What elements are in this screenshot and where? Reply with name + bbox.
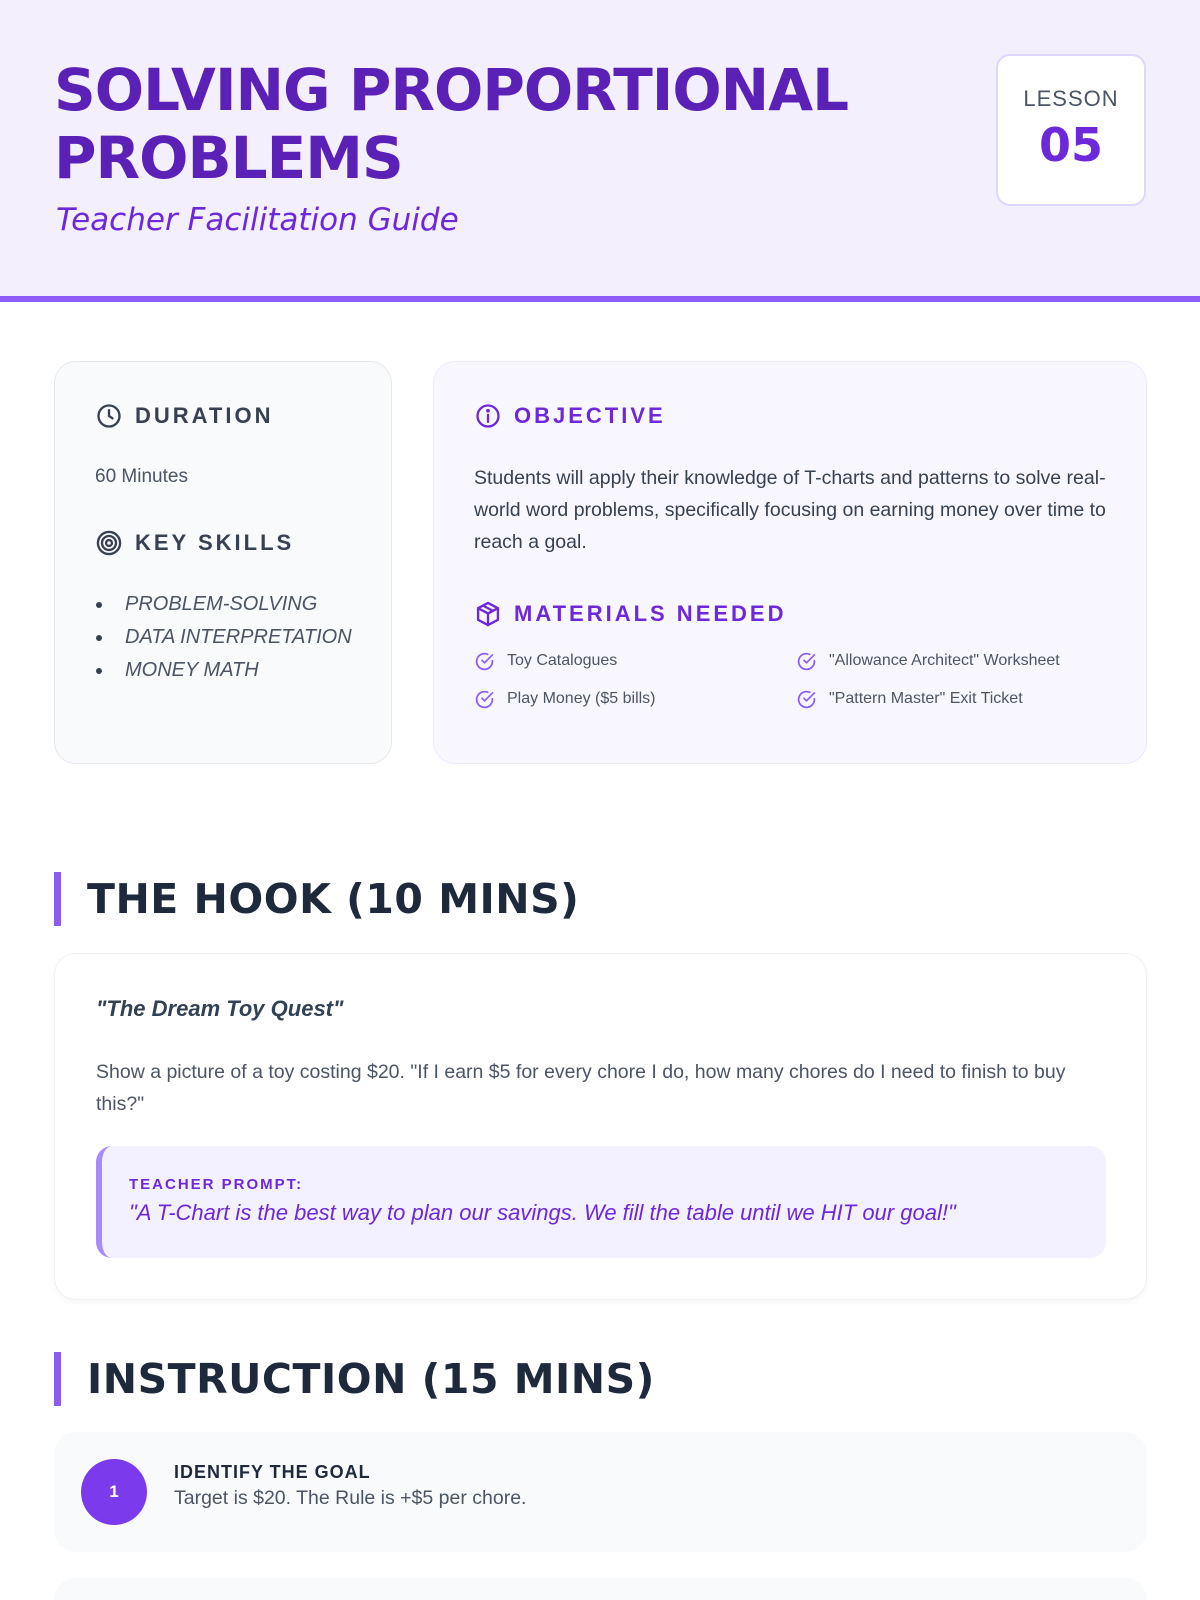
teacher-prompt-box — [96, 1146, 1106, 1258]
hook-card — [54, 953, 1147, 1300]
teacher-prompt-label: TEACHER PROMPT: — [129, 1176, 304, 1193]
check-circle-icon — [796, 651, 817, 672]
skill-item: PROBLEM-SOLVING — [95, 588, 352, 621]
lesson-header — [0, 0, 1200, 302]
skills-list — [95, 588, 352, 687]
skill-item: DATA INTERPRETATION — [95, 621, 352, 654]
material-item — [474, 688, 796, 710]
step-number-badge: 1 — [81, 1459, 147, 1525]
instruction-step — [54, 1432, 1147, 1552]
instruction-section-title: INSTRUCTION (15 MINS) — [54, 1352, 655, 1406]
check-circle-icon — [474, 651, 495, 672]
hook-title: "The Dream Toy Quest" — [96, 996, 344, 1021]
check-circle-icon — [796, 689, 817, 710]
skills-heading-label: KEY SKILLS — [135, 530, 295, 555]
materials-heading — [474, 600, 787, 628]
target-icon — [95, 529, 123, 557]
teacher-prompt-text: "A T-Chart is the best way to plan our savings. We fill the table until we HIT our goal!" — [129, 1200, 956, 1225]
lesson-badge — [996, 54, 1146, 206]
lesson-title: SOLVING PROPORTIONAL PROBLEMS — [54, 56, 849, 192]
hook-section-title: THE HOOK (10 MINS) — [54, 872, 579, 926]
duration-value: 60 Minutes — [95, 466, 188, 487]
step-text: Target is $20. The Rule is +$5 per chore. — [174, 1487, 527, 1509]
check-circle-icon — [474, 689, 495, 710]
material-label: Play Money ($5 bills) — [507, 690, 656, 707]
material-item — [474, 650, 796, 672]
clock-icon — [95, 402, 123, 430]
materials-heading-label: MATERIALS NEEDED — [514, 601, 787, 626]
duration-heading — [95, 402, 273, 430]
objective-heading-label: OBJECTIVE — [514, 403, 666, 428]
info-icon — [474, 402, 502, 430]
objective-heading — [474, 402, 666, 430]
material-label: "Allowance Architect" Worksheet — [829, 652, 1060, 669]
materials-list — [474, 650, 1114, 710]
instruction-step-partial — [54, 1578, 1147, 1600]
duration-skills-card — [54, 361, 392, 764]
objective-text: Students will apply their knowledge of T-charts and patterns to solve real-world word problems, specifically focusing on earning money over time to reach a goal. — [474, 467, 1106, 553]
material-label: "Pattern Master" Exit Ticket — [829, 690, 1023, 707]
lesson-number: 05 — [1038, 118, 1103, 172]
step-title: IDENTIFY THE GOAL — [174, 1462, 371, 1482]
skill-item: MONEY MATH — [95, 654, 352, 687]
material-label: Toy Catalogues — [507, 652, 618, 669]
material-item — [796, 688, 1114, 710]
box-icon — [474, 600, 502, 628]
lesson-label: LESSON — [1023, 86, 1119, 111]
skills-heading — [95, 529, 294, 557]
material-item — [796, 650, 1114, 672]
lesson-subtitle: Teacher Facilitation Guide — [56, 202, 459, 238]
objective-materials-card — [433, 361, 1147, 764]
hook-text: Show a picture of a toy costing $20. "If I earn $5 for every chore I do, how many chores do I need to finish to buy this?" — [96, 1061, 1066, 1115]
duration-heading-label: DURATION — [135, 403, 274, 428]
